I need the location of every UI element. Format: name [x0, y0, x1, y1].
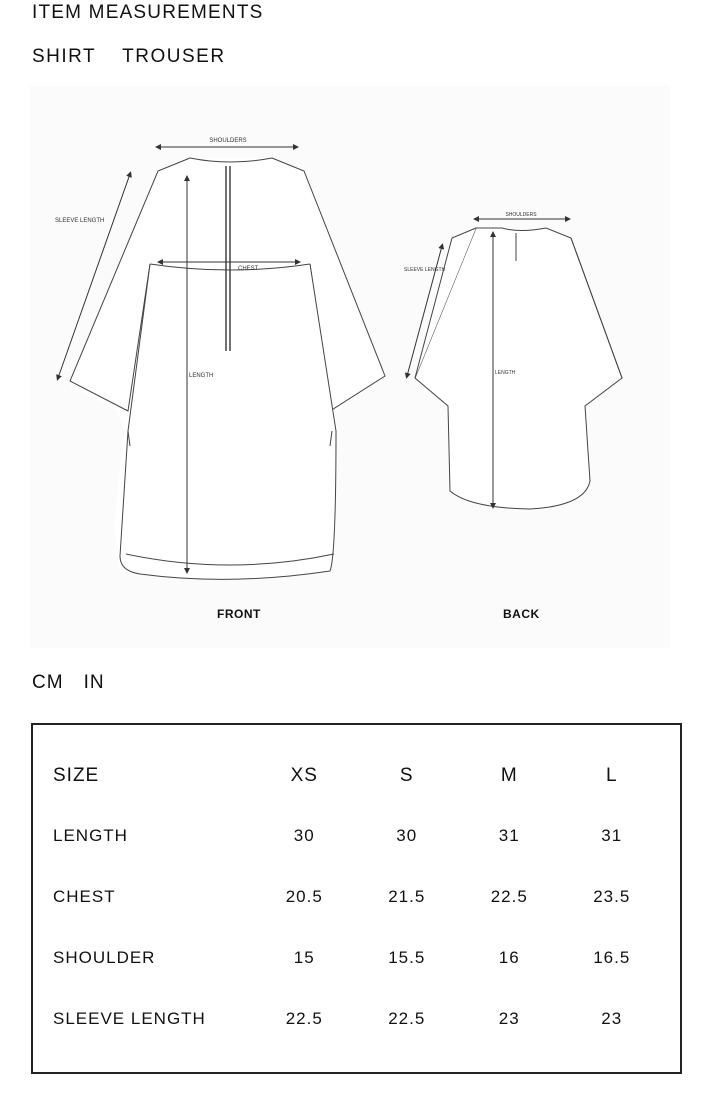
table-row [53, 805, 663, 866]
column-header: L [605, 765, 618, 786]
table-cell: 31 [498, 825, 520, 845]
table-cell: 15.5 [388, 947, 426, 967]
page-title: ITEM MEASUREMENTS [32, 2, 264, 23]
table-cell: 20.5 [285, 886, 323, 906]
front-chest-label: CHEST [238, 266, 259, 272]
unit-in[interactable]: IN [83, 672, 105, 693]
table-header-row [53, 747, 663, 805]
front-shirt-drawing [70, 158, 385, 580]
size-table [53, 747, 663, 1049]
column-header: XS [290, 765, 318, 786]
row-label: SHOULDER [53, 947, 156, 967]
size-chart [31, 723, 682, 1074]
unit-toggle [32, 672, 105, 694]
column-header: S [399, 765, 414, 786]
table-cell: 23 [498, 1008, 520, 1028]
table-cell: 30 [293, 825, 315, 845]
front-sleeve-length-label: SLEEVE LENGTH [55, 218, 105, 224]
back-shoulders-label: SHOULDERS [505, 212, 537, 218]
shirt-illustration [30, 86, 670, 648]
row-label: LENGTH [53, 825, 128, 845]
table-cell: 15 [293, 947, 315, 967]
front-length-label: LENGTH [189, 373, 214, 379]
table-cell: 16 [498, 947, 520, 967]
table-row [53, 927, 663, 988]
table-cell: 31 [601, 825, 623, 845]
row-label: CHEST [53, 886, 116, 906]
measurement-diagram [30, 86, 670, 648]
tab-shirt[interactable]: SHIRT [32, 46, 97, 67]
back-shirt-drawing [415, 228, 622, 509]
row-label: SLEEVE LENGTH [53, 1008, 206, 1028]
unit-cm[interactable]: CM [32, 672, 64, 693]
column-header: M [500, 765, 518, 786]
table-cell: 22.5 [285, 1008, 323, 1028]
table-row [53, 988, 663, 1049]
back-view-label: BACK [503, 607, 540, 621]
column-header: SIZE [53, 765, 100, 786]
back-length-label: LENGTH [495, 370, 516, 376]
table-cell: 23 [601, 1008, 623, 1028]
table-row [53, 866, 663, 927]
table-cell: 22.5 [490, 886, 528, 906]
table-cell: 22.5 [388, 1008, 426, 1028]
table-cell: 16.5 [593, 947, 631, 967]
garment-tabs [32, 46, 226, 68]
back-sleeve-length-label: SLEEVE LENGTH [404, 267, 446, 273]
tab-trouser[interactable]: TROUSER [122, 46, 226, 67]
table-cell: 23.5 [593, 886, 631, 906]
table-cell: 30 [396, 825, 418, 845]
table-cell: 21.5 [388, 886, 426, 906]
front-view-label: FRONT [217, 607, 261, 621]
front-shoulders-label: SHOULDERS [209, 138, 247, 144]
